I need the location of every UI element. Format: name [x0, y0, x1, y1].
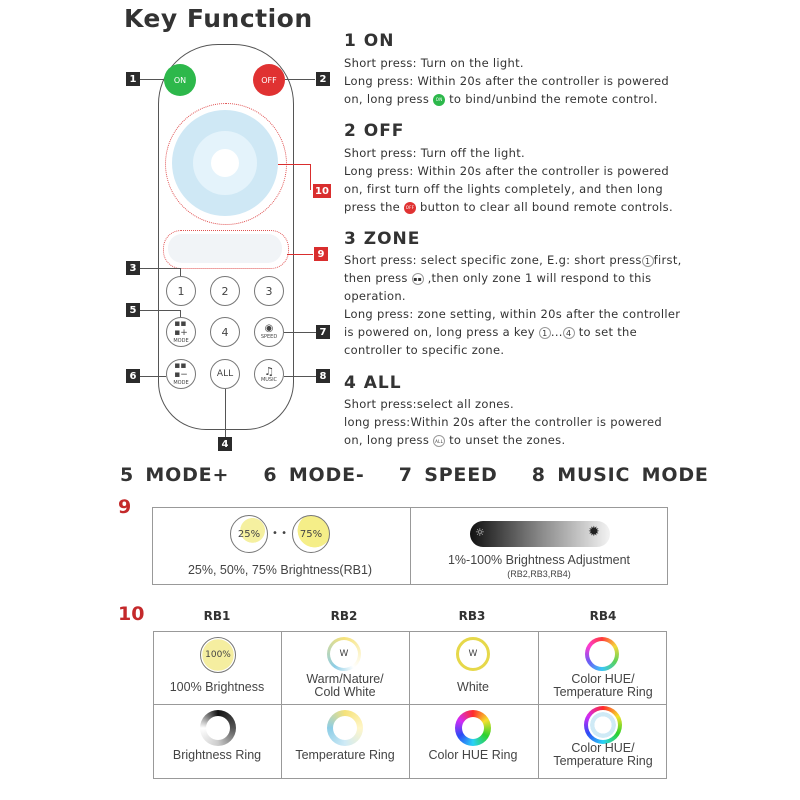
all-button[interactable]: ALL: [210, 359, 240, 389]
grid-v1: [281, 631, 282, 779]
all-inline-icon: ALL: [433, 435, 445, 447]
callout-line-5: [140, 310, 180, 311]
grid-v3: [538, 631, 539, 779]
rb4-header: RB4: [589, 609, 617, 623]
rb3-header: RB3: [458, 609, 486, 623]
callout-7: 7: [316, 325, 330, 339]
rb1-caption: 100% Brightness: [169, 680, 265, 694]
zone-3-button[interactable]: 3: [254, 276, 284, 306]
color-hue-temperature-ring-icon: [584, 706, 622, 744]
callout-4: 4: [218, 437, 232, 451]
music-sub: MUSIC: [260, 376, 278, 383]
off-button[interactable]: OFF: [253, 64, 285, 96]
music-button[interactable]: [254, 359, 284, 389]
callout-line-4: [225, 389, 226, 437]
mode-minus-button[interactable]: [166, 359, 196, 389]
section-1-body: Short press: Turn on the light. Long press: Within 20s after the controller is powered on, long press ON to bind/unbind the remote control.: [344, 56, 669, 106]
callout-2: 2: [316, 72, 330, 86]
dots-icon: • •: [272, 528, 287, 539]
mode-plus-button[interactable]: [166, 317, 196, 347]
temperature-ring-icon: [327, 710, 363, 746]
zone-2-button[interactable]: 2: [210, 276, 240, 306]
circled-4-icon: 4: [563, 327, 575, 339]
section-4-heading: 4 ALL: [344, 373, 402, 393]
mode-minus-sub: MODE: [173, 380, 189, 386]
callout-line-8: [284, 376, 316, 377]
grid-v2: [409, 631, 410, 779]
section-9-number: 9: [118, 496, 132, 518]
rb1-25-button: 25%: [230, 515, 268, 553]
rb1-full-icon: 100%: [200, 637, 236, 673]
color-ring-center: [205, 143, 245, 183]
callout-line-5b: [180, 310, 181, 317]
brightness-bar[interactable]: [168, 234, 282, 263]
mode-plus-icon: ▪▪ ▪+: [174, 319, 188, 338]
rb3-row2-caption: Color HUE Ring: [428, 748, 518, 762]
rb1-75-button: 75%: [292, 515, 330, 553]
circled-1-icon: 1: [642, 255, 654, 267]
rb4-row2-caption: Color HUE/ Temperature Ring: [553, 741, 653, 768]
rb3-white-ring-icon: W: [456, 637, 490, 671]
section-10-number: 10: [118, 603, 145, 625]
mode-inline-icon: ▪▪: [412, 273, 424, 285]
section-3-body: Short press: select specific zone, E.g: short press 1 first, then press ▪▪ ,then only zone 1 will respond to this operation. Long press: zone setting, within 20s after the controller is powered on, long press a key 1 ... 4 to set the controller to specific zone.: [344, 253, 682, 357]
callout-8: 8: [316, 369, 330, 383]
rb2-header: RB2: [330, 609, 358, 623]
rb4-caption: Color HUE/ Temperature Ring: [553, 672, 653, 699]
rb2-white-ring-icon: W: [327, 637, 361, 671]
on-button[interactable]: ON: [164, 64, 196, 96]
rb2-caption: Warm/Nature/ Cold White: [306, 672, 384, 699]
callout-line-9: [287, 254, 313, 255]
zone-4-button[interactable]: 4: [210, 317, 240, 347]
section-9-divider: [410, 507, 411, 585]
brightness-ring-icon: [200, 710, 236, 746]
speed-button[interactable]: [254, 317, 284, 347]
mode-plus-sub: MODE: [173, 338, 189, 344]
callout-line-10: [278, 164, 310, 165]
section-1-heading: 1 ON: [344, 31, 395, 51]
rb4-hue-ring-icon: [585, 637, 619, 671]
rb2-row2-caption: Temperature Ring: [295, 748, 395, 762]
callout-6: 6: [126, 369, 140, 383]
callout-line-10b: [310, 164, 311, 190]
section-9-right-sub: (RB2,RB3,RB4): [507, 569, 571, 579]
speed-icon: ◉: [264, 323, 274, 334]
bright-sun-icon: ✹: [588, 524, 600, 540]
section-3-heading: 3 ZONE: [344, 229, 421, 249]
callout-9: 9: [314, 247, 328, 261]
section-9-right-caption: 1%-100% Brightness Adjustment: [447, 553, 631, 567]
callout-line-2: [285, 79, 315, 80]
circled-1b-icon: 1: [539, 327, 551, 339]
callout-line-3b: [180, 268, 181, 276]
dim-sun-icon: ☼: [475, 526, 485, 539]
callout-line-7: [284, 332, 316, 333]
callout-line-1: [140, 79, 164, 80]
callout-10: 10: [313, 184, 331, 198]
callout-line-6: [140, 376, 166, 377]
callout-1: 1: [126, 72, 140, 86]
section-2-body: Short press: Turn off the light. Long press: Within 20s after the controller is powered on, first turn off the lights completely, and then long press the OFF button to clear all bound remote controls.: [344, 146, 673, 214]
speed-sub: SPEED: [260, 334, 278, 340]
callout-line-3: [140, 268, 180, 269]
callout-3: 3: [126, 261, 140, 275]
rb3-caption: White: [457, 680, 489, 694]
section-4-body: Short press:select all zones. long press:Within 20s after the controller is powered on, long press ALL to unset the zones.: [344, 397, 663, 447]
color-hue-ring-icon: [455, 710, 491, 746]
music-icon: ♫: [264, 364, 274, 378]
modes-line: 5 MODE+ 6 MODE- 7 SPEED 8 MUSIC MODE: [120, 464, 709, 486]
callout-5: 5: [126, 303, 140, 317]
page-title: Key Function: [124, 4, 313, 33]
rb1-row2-caption: Brightness Ring: [172, 748, 262, 762]
section-2-heading: 2 OFF: [344, 121, 405, 141]
zone-1-button[interactable]: 1: [166, 276, 196, 306]
grid-h1: [153, 704, 667, 705]
on-inline-icon: ON: [433, 94, 445, 106]
rb1-header: RB1: [203, 609, 231, 623]
off-inline-icon: OFF: [404, 202, 416, 214]
mode-minus-icon: ▪▪ ▪−: [174, 361, 188, 380]
section-9-left-caption: 25%, 50%, 75% Brightness(RB1): [187, 563, 373, 577]
